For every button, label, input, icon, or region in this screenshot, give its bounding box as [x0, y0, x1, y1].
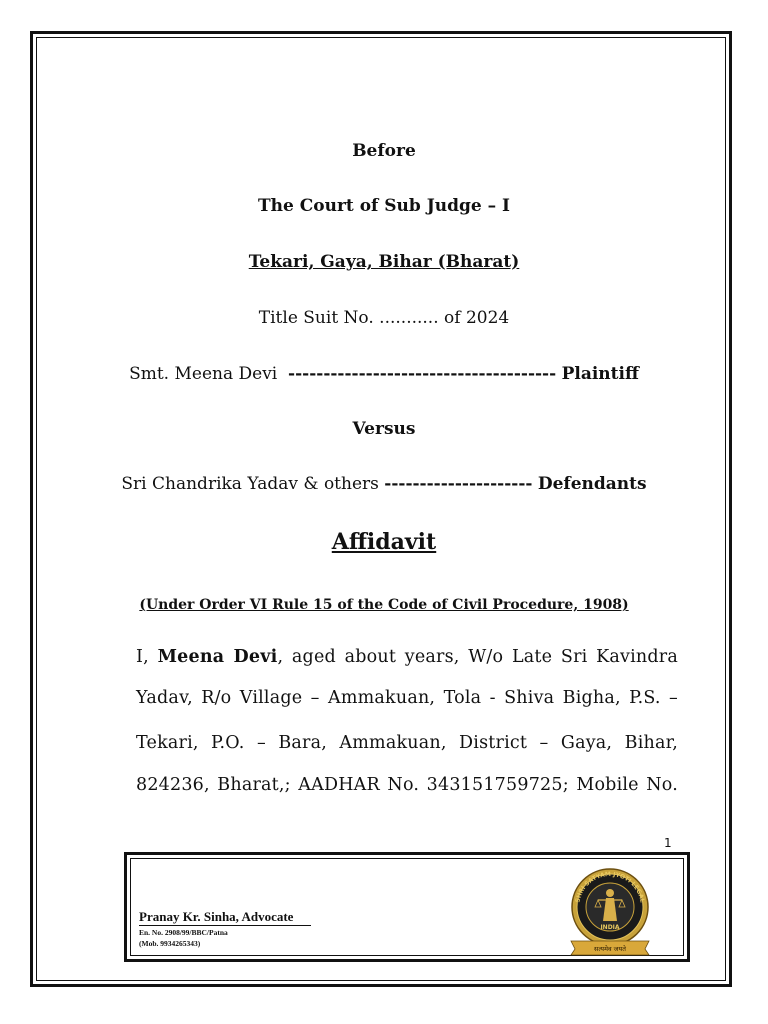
- before-heading: Before: [352, 141, 416, 161]
- body-intro: I,: [136, 647, 149, 667]
- versus-heading: Versus: [352, 419, 416, 439]
- plaintiff-label: Plaintiff: [561, 364, 639, 384]
- page-border: [30, 31, 732, 987]
- document-subtitle: (Under Order VI Rule 15 of the Code of Civil Procedure, 1908): [139, 597, 629, 613]
- seal-mid-text: INDIA: [600, 924, 620, 931]
- footer-box: [124, 852, 690, 962]
- legal-seal-logo: [565, 863, 655, 957]
- seal-top-text: SHRI SATYAM JYOTI LEGAL: [574, 870, 646, 904]
- defendant-name: Sri Chandrika Yadav & others: [121, 474, 379, 494]
- advocate-mobile: (Mob. 9934265343): [139, 939, 201, 948]
- body-line-4: 824236, Bharat,; AADHAR No. 343151759725; Mobile No.: [136, 775, 678, 795]
- advocate-name: Pranay Kr. Sinha, Advocate: [139, 909, 294, 924]
- defendant-label: Defendants: [537, 474, 647, 494]
- body-line-3: Tekari, P.O. – Bara, Ammakuan, District – Gaya, Bihar,: [136, 733, 678, 753]
- page-number: 1: [664, 836, 672, 850]
- plaintiff-name: Smt. Meena Devi: [129, 364, 278, 384]
- footer-inner-border: [130, 858, 684, 956]
- plaintiff-dashes: --------------------------------------: [288, 364, 557, 384]
- body-line-1: [136, 647, 678, 667]
- body-line-2: Yadav, R/o Village – Ammakuan, Tola - Shiva Bigha, P.S. –: [136, 688, 678, 708]
- defendant-dashes: ---------------------: [384, 474, 533, 494]
- document-title: Affidavit: [331, 529, 437, 555]
- body-line-1-rest: , aged about years, W/o Late Sri Kavindra: [277, 647, 678, 667]
- advocate-underline: [139, 925, 311, 926]
- seal-motto: सत्यमेव जयते: [594, 945, 626, 953]
- suit-number: Title Suit No. ........... of 2024: [258, 308, 510, 328]
- deponent-name: Meena Devi: [157, 647, 278, 667]
- defendant-line: [0, 474, 768, 494]
- plaintiff-line: [0, 364, 768, 384]
- court-heading: The Court of Sub Judge – I: [258, 196, 510, 216]
- court-location: Tekari, Gaya, Bihar (Bharat): [248, 252, 520, 272]
- enrolment-number: En. No. 2908/99/BBC/Patna: [139, 928, 228, 937]
